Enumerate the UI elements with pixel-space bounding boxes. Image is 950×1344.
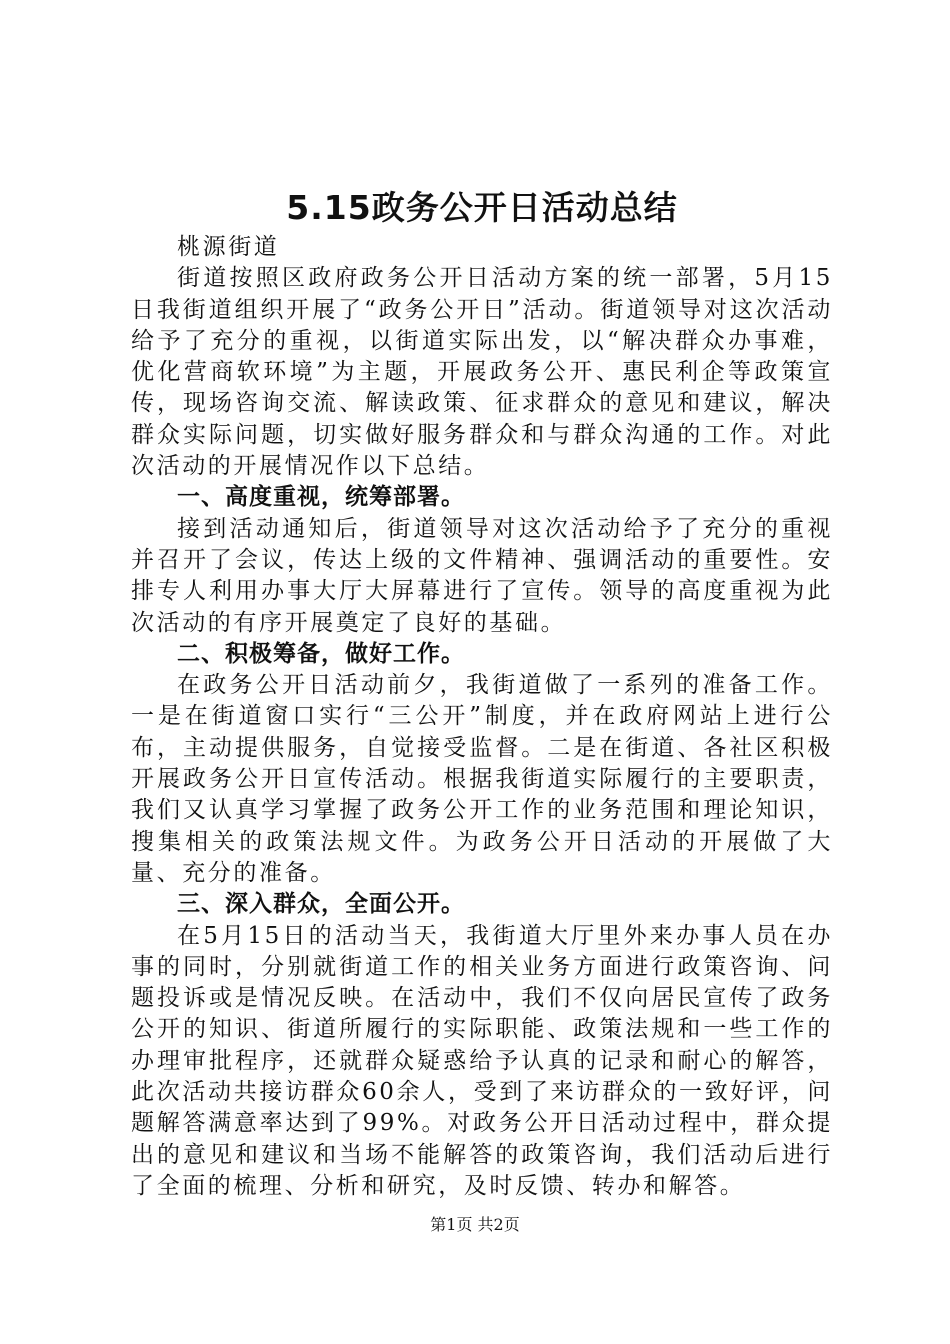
author-line: 桃源街道	[177, 234, 280, 260]
page-footer: 第1页 共2页	[430, 1215, 520, 1234]
section-body-2: 在政务公开日活动前夕，我街道做了一系列的准备工作。一是在街道窗口实行“三公开”制度，并在政府网站上进行公布，主动提供服务，自觉接受监督。二是在街道、各社区积极开展政务公开日宣传活动。根据我街道实际履行的主要职责，我们又认真学习掌握了政务公开工作的业务范围和理论知识，搜集相关的政策法规文件。为政务公开日活动的开展做了大量、充分的准备。	[131, 672, 833, 886]
intro-paragraph: 街道按照区政府政务公开日活动方案的统一部署，5月15日我街道组织开展了“政务公开日”活动。街道领导对这次活动给予了充分的重视，以街道实际出发，以“解决群众办事难，优化营商软环境”为主题，开展政务公开、惠民利企等政策宣传，现场咨询交流、解读政策、征求群众的意见和建议，解决群众实际问题，切实做好服务群众和与群众沟通的工作。对此次活动的开展情况作以下总结。	[131, 265, 833, 480]
section-heading-1: 一、高度重视，统筹部署。	[177, 484, 465, 511]
section-body-1: 接到活动通知后，街道领导对这次活动给予了充分的重视并召开了会议，传达上级的文件精神、强调活动的重要性。安排专人利用办事大厅大屏幕进行了宣传。领导的高度重视为此次活动的有序开展奠定了良好的基础。	[131, 515, 833, 636]
section-body-3: 在5月15日的活动当天，我街道大厅里外来办事人员在办事的同时，分别就街道工作的相关业务方面进行政策咨询、问题投诉或是情况反映。在活动中，我们不仅向居民宣传了政务公开的知识、街道所履行的实际职能、政策法规和一些工作的办理审批程序，还就群众疑惑给予认真的记录和耐心的解答，此次活动共接访群众60余人，受到了来访群众的一致好评，问题解答满意率达到了99%。对政务公开日活动过程中，群众提出的意见和建议和当场不能解答的政策咨询，我们活动后进行了全面的梳理、分析和研究，及时反馈、转办和解答。	[131, 922, 833, 1199]
document-page	[131, 186, 833, 1202]
document-title: 5.15政务公开日活动总结	[286, 188, 678, 227]
section-heading-2: 二、积极筹备，做好工作。	[177, 640, 465, 667]
section-heading-3: 三、深入群众，全面公开。	[177, 891, 465, 918]
